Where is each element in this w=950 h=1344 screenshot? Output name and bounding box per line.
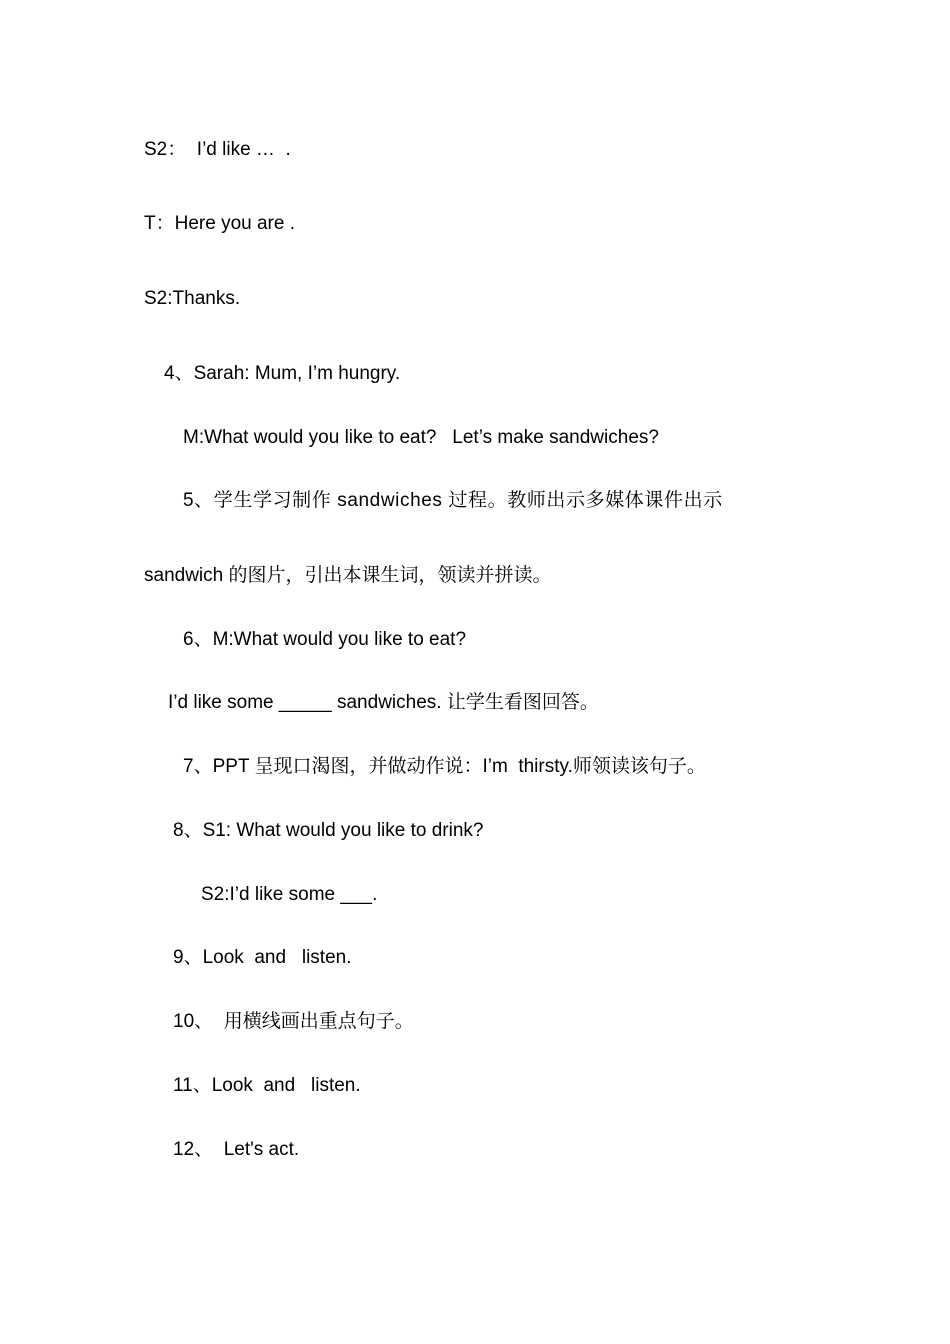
step-7-line: 7、PPT 呈现口渴图，并做动作说：I’m thirsty.师领读该句子。 <box>183 756 706 777</box>
step-11-line: 11、Look and listen. <box>173 1075 361 1096</box>
step-5-continued-line: sandwich 的图片，引出本课生词，领读并拼读。 <box>144 565 552 586</box>
step-8-answer-line: S2:I’d like some ___. <box>201 884 378 905</box>
step-8-line: 8、S1: What would you like to drink? <box>173 820 484 841</box>
step-6-line: 6、M:What would you like to eat? <box>183 629 467 650</box>
dialogue-line-s2-thanks: S2:Thanks. <box>144 288 241 309</box>
step-4-mum-line: M:What would you like to eat? Let’s make sandwiches? <box>183 427 659 448</box>
dialogue-line-teacher: T：Here you are . <box>144 213 295 234</box>
step-6-answer-line: I’d like some _____ sandwiches. 让学生看图回答。 <box>168 692 599 713</box>
step-4-line: 4、Sarah: Mum, I’m hungry. <box>164 363 401 384</box>
step-10-line: 10、 用横线画出重点句子。 <box>173 1011 414 1032</box>
step-9-line: 9、Look and listen. <box>173 947 352 968</box>
dialogue-line-s2-like: S2： I’d like … . <box>144 139 291 160</box>
step-12-line: 12、 Let's act. <box>173 1139 300 1160</box>
step-5-line: 5、学生学习制作 sandwiches 过程。教师出示多媒体课件出示 <box>183 490 723 511</box>
